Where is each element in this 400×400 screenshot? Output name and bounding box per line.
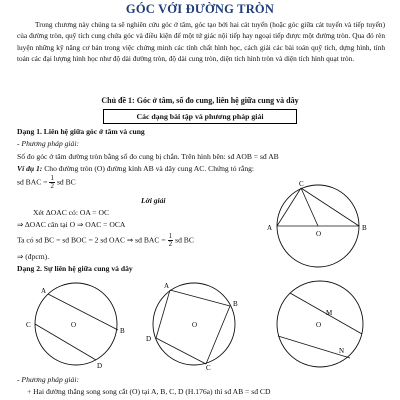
solution-heading: Lời giải (141, 196, 166, 205)
example-label: Ví dụ 1: (17, 164, 43, 173)
step3-left: Ta có sđ BC = sđ BOC = 2 sđ OAC ⇒ sđ BAC = (17, 235, 166, 245)
figb-label-b: B (233, 300, 238, 308)
figa-label-c: C (26, 321, 31, 329)
solution-step-1: Xét ΔOAC có: OA = OC (33, 208, 110, 217)
figure-inscribed-quadrilateral (140, 278, 250, 370)
figb-label-a: A (164, 282, 170, 290)
figc-label-m: M (326, 309, 333, 317)
fig1-label-o: O (316, 230, 322, 238)
step3-right: sđ BC (175, 235, 194, 245)
fig1-label-a: A (267, 224, 273, 232)
formula-rhs: sđ BC (56, 177, 76, 187)
fig1-label-b: B (362, 224, 367, 232)
dang2-heading: Dạng 2. Sự liên hệ giữa cung và dây (17, 264, 133, 273)
rule-1: Số đo góc ở tâm đường tròn bằng số đo cung bị chắn. Trên hình bên: sđ AOB = sđ AB (17, 152, 279, 161)
solution-step-3 (17, 233, 194, 248)
figb-label-d: D (146, 335, 152, 343)
figb-label-c: C (206, 364, 211, 370)
dang1-heading: Dạng 1. Liên hệ giữa góc ở tâm và cung (17, 127, 145, 136)
fig1-label-c: C (299, 180, 304, 188)
method-label-2: - Phương pháp giải: (17, 375, 79, 384)
formula-num: 1 (50, 174, 54, 182)
example-formula (17, 175, 76, 190)
intro-paragraph (17, 19, 385, 65)
solution-step-2: ⇒ ΔOAC cân tại O ⇒ OAC = OCA (17, 220, 126, 229)
formula-lhs: sđ BAC = (17, 177, 48, 187)
figc-label-n: N (339, 347, 345, 355)
figure-parallel-chords (18, 278, 138, 370)
formula-fraction (49, 175, 55, 190)
bullet-rule: + Hai đường thẳng song song cắt (O) tại A, B, C, D (H.176a) thì sđ AB = sđ CD (27, 387, 271, 396)
intro-text: Trong chương này chúng ta sẽ nghiên cứu góc ở tâm, góc tạo bởi hai cát tuyến (hoặc góc giữa cát tuyến và tiếp tuyến) của đường tròn, quỹ tích cung chứa góc và điều kiện để một tứ giác nội tiếp hay ngoại tiếp được một đường tròn. Qua đó rèn luyện những kỹ năng cơ bản trong việc chứng minh các tính chất hình học, cách giải các bài toán quỹ tích, dựng hình, tính toán các đại lượng hình học như độ dài đường tròn, độ dài cung tròn, diện tích hình tròn và diện tích hình quạt tròn. (17, 20, 385, 64)
figb-label-o: O (192, 321, 198, 329)
figa-label-o: O (71, 321, 77, 329)
formula-den: 2 (50, 182, 54, 190)
page-title: GÓC VỚI ĐƯỜNG TRÒN (125, 2, 275, 16)
step3-num: 1 (168, 232, 173, 240)
solution-step-4: ⇒ (đpcm). (17, 252, 50, 261)
example-1 (17, 164, 254, 173)
figa-label-d: D (97, 362, 103, 370)
figa-label-b: B (120, 327, 125, 335)
example-text: Cho đường tròn (O) đường kính AB và dây cung AC. Chứng tỏ rằng: (44, 164, 255, 173)
method-label: - Phương pháp giải: (17, 139, 79, 148)
figa-label-a: A (41, 287, 47, 295)
figc-label-o: O (316, 321, 322, 329)
step3-fraction (168, 233, 174, 248)
figure-chord-mn (252, 276, 392, 372)
figure-circle-diameter (255, 180, 395, 270)
step3-den: 2 (168, 240, 173, 248)
section-box-title: Các dạng bài tập và phương pháp giải (103, 109, 297, 124)
topic-heading: Chủ đề 1: Góc ở tâm, số đo cung, liên hệ giữa cung và dây (101, 96, 299, 105)
